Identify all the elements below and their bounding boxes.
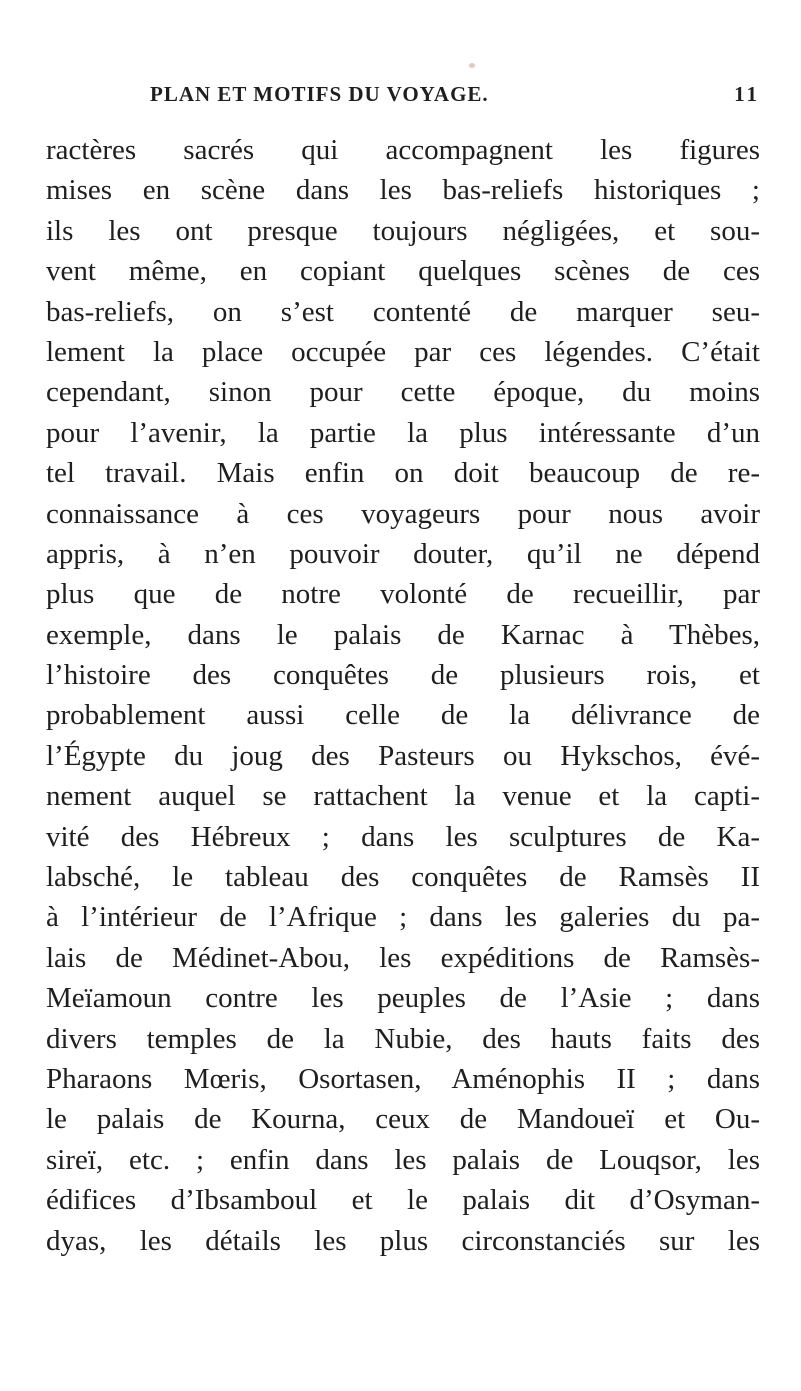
running-title: PLAN ET MOTIFS DU VOYAGE. [150,82,489,106]
text-line: le palais de Kourna, ceux de Mandoueï et Ou- [46,1103,760,1136]
page-number: 11 [734,82,760,106]
text-line: dyas, les détails les plus circonstanciés sur les [46,1224,760,1257]
text-line: probablement aussi celle de la délivrance de [46,699,760,732]
text-line: l’Égypte du joug des Pasteurs ou Hykschos, évé- [46,739,760,772]
text-line: pour l’avenir, la partie la plus intéressante d’un [46,416,760,449]
text-line: mises en scène dans les bas-reliefs historiques ; [46,174,760,207]
text-line: nement auquel se rattachent la venue et la capti- [46,780,760,813]
text-line: Pharaons Mœris, Osortasen, Aménophis II ; dans [46,1062,760,1095]
text-line: sireï, etc. ; enfin dans les palais de Louqsor, les [46,1143,760,1176]
page-header [150,82,760,110]
text-line: exemple, dans le palais de Karnac à Thèbes, [46,618,760,651]
text-line: vent même, en copiant quelques scènes de ces [46,255,760,288]
body-text [46,130,760,1261]
text-line: l’histoire des conquêtes de plusieurs rois, et [46,659,760,692]
text-line: labsché, le tableau des conquêtes de Ramsès II [46,861,760,894]
text-line: appris, à n’en pouvoir douter, qu’il ne dépend [46,537,760,570]
paper-speck [469,63,475,68]
text-line: lais de Médinet-Abou, les expéditions de Ramsès- [46,941,760,974]
text-line: à l’intérieur de l’Afrique ; dans les galeries du pa- [46,901,760,934]
text-line: bas-reliefs, on s’est contenté de marquer seu- [46,295,760,328]
text-line: cependant, sinon pour cette époque, du moins [46,376,760,409]
text-line: connaissance à ces voyageurs pour nous avoir [46,497,760,530]
text-line: divers temples de la Nubie, des hauts faits des [46,1022,760,1055]
text-line: ils les ont presque toujours négligées, et sou- [46,214,760,247]
text-line: tel travail. Mais enfin on doit beaucoup de re- [46,457,760,490]
text-line: vité des Hébreux ; dans les sculptures de Ka- [46,820,760,853]
text-line: édifices d’Ibsamboul et le palais dit d’Osyman- [46,1184,760,1217]
text-line: lement la place occupée par ces légendes. C’était [46,335,760,368]
text-line: plus que de notre volonté de recueillir, par [46,578,760,611]
text-line: Meïamoun contre les peuples de l’Asie ; dans [46,982,760,1015]
text-line: ractères sacrés qui accompagnent les figures [46,134,760,166]
